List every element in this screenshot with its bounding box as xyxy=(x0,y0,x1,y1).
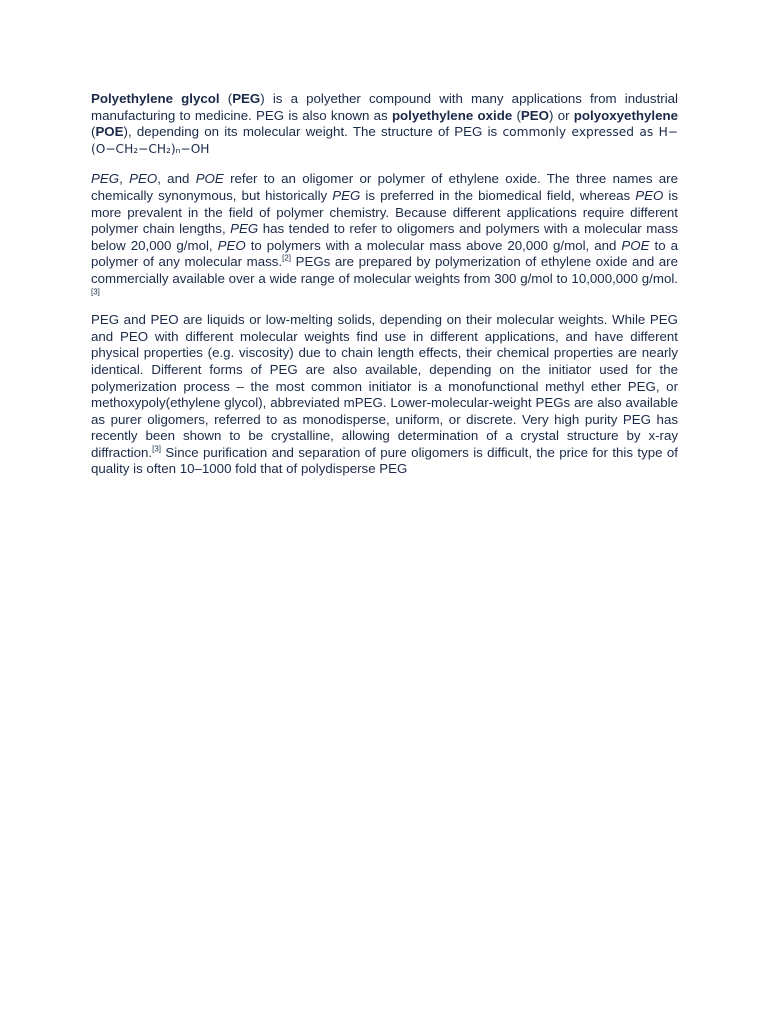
text-run: ), depending on its molecular weight. The structure of PEG is xyxy=(123,124,503,140)
term-polyoxyethylene: polyoxyethylene xyxy=(573,107,678,123)
text-run: ( xyxy=(91,124,96,140)
text-run: is preferred in the biomedical field, whereas xyxy=(360,187,636,203)
paragraph-properties xyxy=(91,312,678,478)
text-run: PEGs are prepared by polymerization of ethylene oxide and are commercially available over a wide range of molecular weights from 300 g/mol to 10,000,000 g/mol. xyxy=(91,254,678,286)
structure-formula: commonly expressed as H−(O−CH₂−CH₂)ₙ−OH xyxy=(91,125,678,156)
paragraph-names xyxy=(91,171,678,304)
text-run: , and xyxy=(157,171,196,187)
abbr-peo: PEO xyxy=(635,187,664,203)
text-run: , xyxy=(119,171,130,187)
paragraph-intro xyxy=(91,91,678,157)
text-run: to polymers with a molecular mass above 20,000 g/mol, and xyxy=(245,237,622,253)
term-polyethylene-oxide: polyethylene oxide xyxy=(391,107,513,123)
text-run: to a polymer of any molecular mass. xyxy=(91,237,678,270)
term-peo: PEO xyxy=(520,107,550,123)
citation-link[interactable]: [3] xyxy=(152,444,162,454)
abbr-peo: PEO xyxy=(129,171,158,187)
citation-link[interactable]: [3] xyxy=(91,287,100,297)
text-run: ) is a polyether compound with many applications from industrial manufacturing to medicine. PEG is also known as xyxy=(91,91,678,123)
term-poe: POE xyxy=(95,124,124,140)
text-run: refer to an oligomer or polymer of ethylene oxide. The three names are chemically synonymous, but historically xyxy=(91,171,678,203)
abbr-peg: PEG xyxy=(332,187,361,203)
document-page xyxy=(91,91,678,486)
abbr-peg: PEG xyxy=(230,221,259,237)
text-run: PEG and PEO are liquids or low-melting solids, depending on their molecular weights. While PEG and PEO with different molecular weights find use in different applications, and have different physical properties (e.g. viscosity) due to chain length effects, their chemical properties are nearly identical. Different forms of PEG are also available, depending on the initiator used for the polymerization process – the most common initiator is a monofunctional methyl ether PEG, or methoxypoly(ethylene glycol), abbreviated mPEG. Lower-molecular-weight PEGs are also available as purer oligomers, referred to as monodisperse, uniform, or discrete. Very high purity PEG has recently been shown to be crystalline, allowing determination of a crystal structure by x-ray diffraction. xyxy=(91,312,678,460)
abbr-poe: POE xyxy=(195,171,224,187)
term-peg: PEG xyxy=(232,91,261,106)
text-run: Since purification and separation of pure oligomers is difficult, the price for this type of quality is often 10–1000 fold that of polydisperse PEG xyxy=(91,444,678,477)
text-run: has tended to refer to oligomers and polymers with a molecular mass below 20,000 g/mol, xyxy=(91,221,678,253)
text-run: is more prevalent in the field of polymer chemistry. Because different applications require different polymer chain lengths, xyxy=(91,187,678,237)
text-run: ( xyxy=(219,91,233,106)
text-run: ( xyxy=(512,107,521,123)
abbr-peo: PEO xyxy=(217,237,246,253)
text-run: ) or xyxy=(549,107,574,123)
citation-link[interactable]: [2] xyxy=(282,253,292,263)
abbr-poe: POE xyxy=(621,237,650,253)
abbr-peg: PEG xyxy=(91,171,120,187)
term-polyethylene-glycol: Polyethylene glycol xyxy=(91,91,220,106)
